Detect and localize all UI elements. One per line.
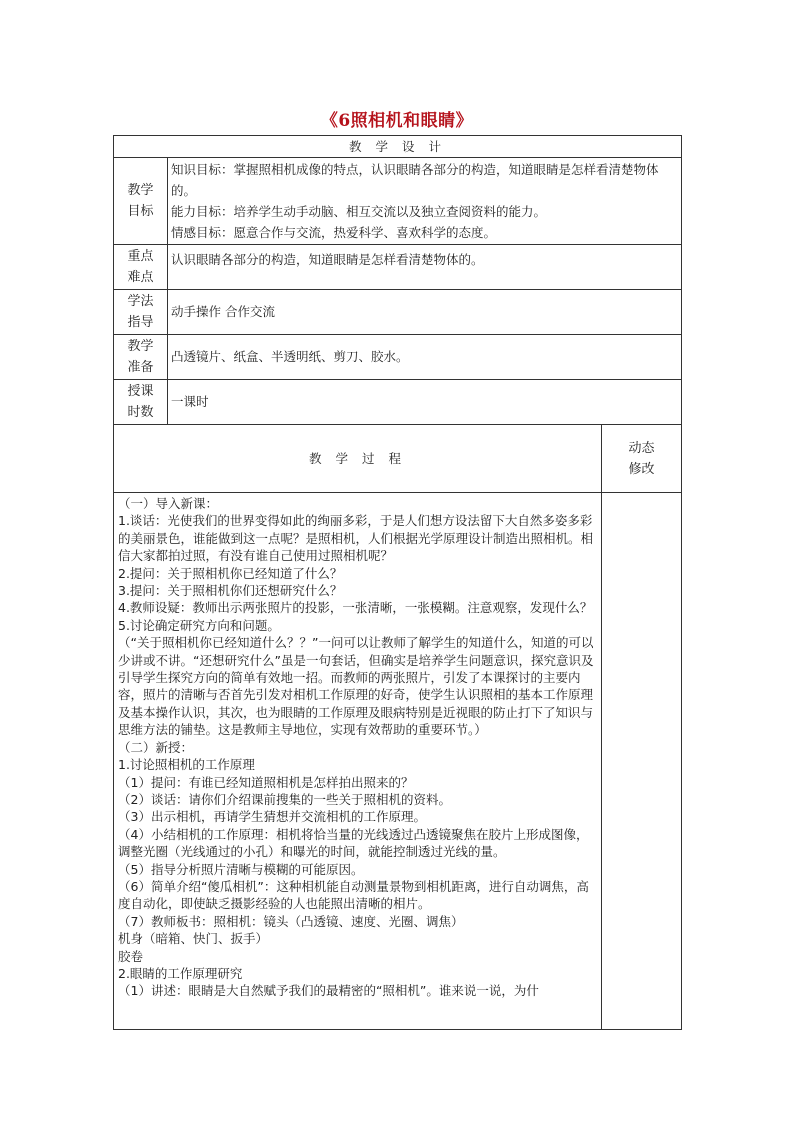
process-row <box>114 493 682 1030</box>
row-label: 学法 指导 <box>114 290 168 335</box>
process-paragraph: （“关于照相机你已经知道什么？？”一问可以让教师了解学生的知道什么，知道的可以少讲或不讲。“还想研究什么”虽是一句套话，但确实是培养学生问题意识，探究意识及引导学生探究方向的简单有效地一招。而教师的两张照片，引发了本课探讨的主要内容，照片的清晰与否首先引发对相机工作原理的好奇，使学生认识照相的基本工作原理及基本操作认识，其次，也为眼睛的工作原理及眼病特别是近视眼的防止打下了知识与思维方法的铺垫。这是教师主导地位，实现有效帮助的重要环节。） <box>118 635 594 738</box>
process-paragraph: 2.眼睛的工作原理研究 <box>118 965 243 981</box>
row-label: 教学 目标 <box>114 158 168 245</box>
table-row <box>114 335 682 380</box>
row-content: 凸透镜片、纸盒、半透明纸、剪刀、胶水。 <box>168 335 682 380</box>
process-paragraph: （1）提问：有谁已经知道照相机是怎样拍出照来的？ <box>118 774 414 790</box>
process-paragraph: 胶卷 <box>118 948 144 964</box>
process-paragraph: 2.提问：关于照相机你已经知道了什么？ <box>118 565 343 581</box>
process-paragraph: （7）教师板书：照相机：镜头（凸透镜、速度、光圈、调焦） <box>118 913 464 929</box>
process-content <box>114 493 602 1030</box>
process-header-row <box>114 425 682 493</box>
process-header: 教 学 过 程 <box>114 425 602 493</box>
row-content: 认识眼睛各部分的构造，知道眼睛是怎样看清楚物体的。 <box>168 245 682 290</box>
process-paragraph: （6）简单介绍“傻瓜相机”：这种相机能自动测量景物到相机距离，进行自动调焦，高度自动化，即使缺乏摄影经验的人也能照出清晰的相片。 <box>118 878 589 912</box>
process-paragraph: 1.讨论照相机的工作原理 <box>118 757 255 773</box>
process-paragraph: 4.教师设疑：教师出示两张照片的投影，一张清晰，一张模糊。注意观察，发现什么？ <box>118 600 593 616</box>
process-paragraph: 机身（暗箱、快门、扳手） <box>118 931 269 947</box>
process-paragraph: 3.提问：关于照相机你们还想研究什么？ <box>118 583 343 599</box>
row-content: 知识目标：掌握照相机成像的特点，认识眼睛各部分的构造，知道眼睛是怎样看清楚物体的。 能力目标：培养学生动手动脑、相互交流以及独立查阅资料的能力。 情感目标：愿意合作与交流，热爱科学、喜欢科学的态度。 <box>168 158 682 245</box>
process-paragraph: （3）出示相机，再请学生猜想并交流相机的工作原理。 <box>118 809 426 825</box>
process-paragraph: （一）导入新课： <box>118 496 219 511</box>
row-content: 动手操作 合作交流 <box>168 290 682 335</box>
process-paragraph: 5.讨论确定研究方向和问题。 <box>118 617 280 633</box>
row-label: 授课 时数 <box>114 380 168 425</box>
side-header: 动态 修改 <box>602 425 682 493</box>
process-paragraph: （1）讲述：眼睛是大自然赋予我们的最精密的“照相机”。谁来说一说，为什 <box>118 983 539 999</box>
row-label: 教学 准备 <box>114 335 168 380</box>
table-row <box>114 290 682 335</box>
process-paragraph: （2）谈话：请你们介绍课前搜集的一些关于照相机的资料。 <box>118 791 451 807</box>
lesson-plan-table <box>113 135 682 1030</box>
process-paragraph: 1.谈话：光使我们的世界变得如此的绚丽多彩，于是人们想方设法留下大自然多姿多彩的美丽景色，谁能做到这一点呢？是照相机，人们根据光学原理设计制造出照相机。相信大家都拍过照，有没有谁自己使用过照相机呢？ <box>118 513 594 564</box>
process-paragraph: （5）指导分析照片清晰与模糊的可能原因。 <box>118 861 364 877</box>
table-row <box>114 380 682 425</box>
process-paragraph: （4）小结相机的工作原理：相机将恰当量的光线透过凸透镜聚焦在胶片上形成图像，调整光圈（光线通过的小孔）和曝光的时间，就能控制透过光线的量。 <box>118 826 589 860</box>
table-row <box>114 245 682 290</box>
process-paragraph: （二）新授： <box>118 739 194 755</box>
table-row <box>114 158 682 245</box>
table-header: 教 学 设 计 <box>114 136 682 158</box>
row-content: 一课时 <box>168 380 682 425</box>
revision-cell <box>602 493 682 1030</box>
document-title: 《6照相机和眼睛》 <box>320 111 474 131</box>
row-label: 重点 难点 <box>114 245 168 290</box>
